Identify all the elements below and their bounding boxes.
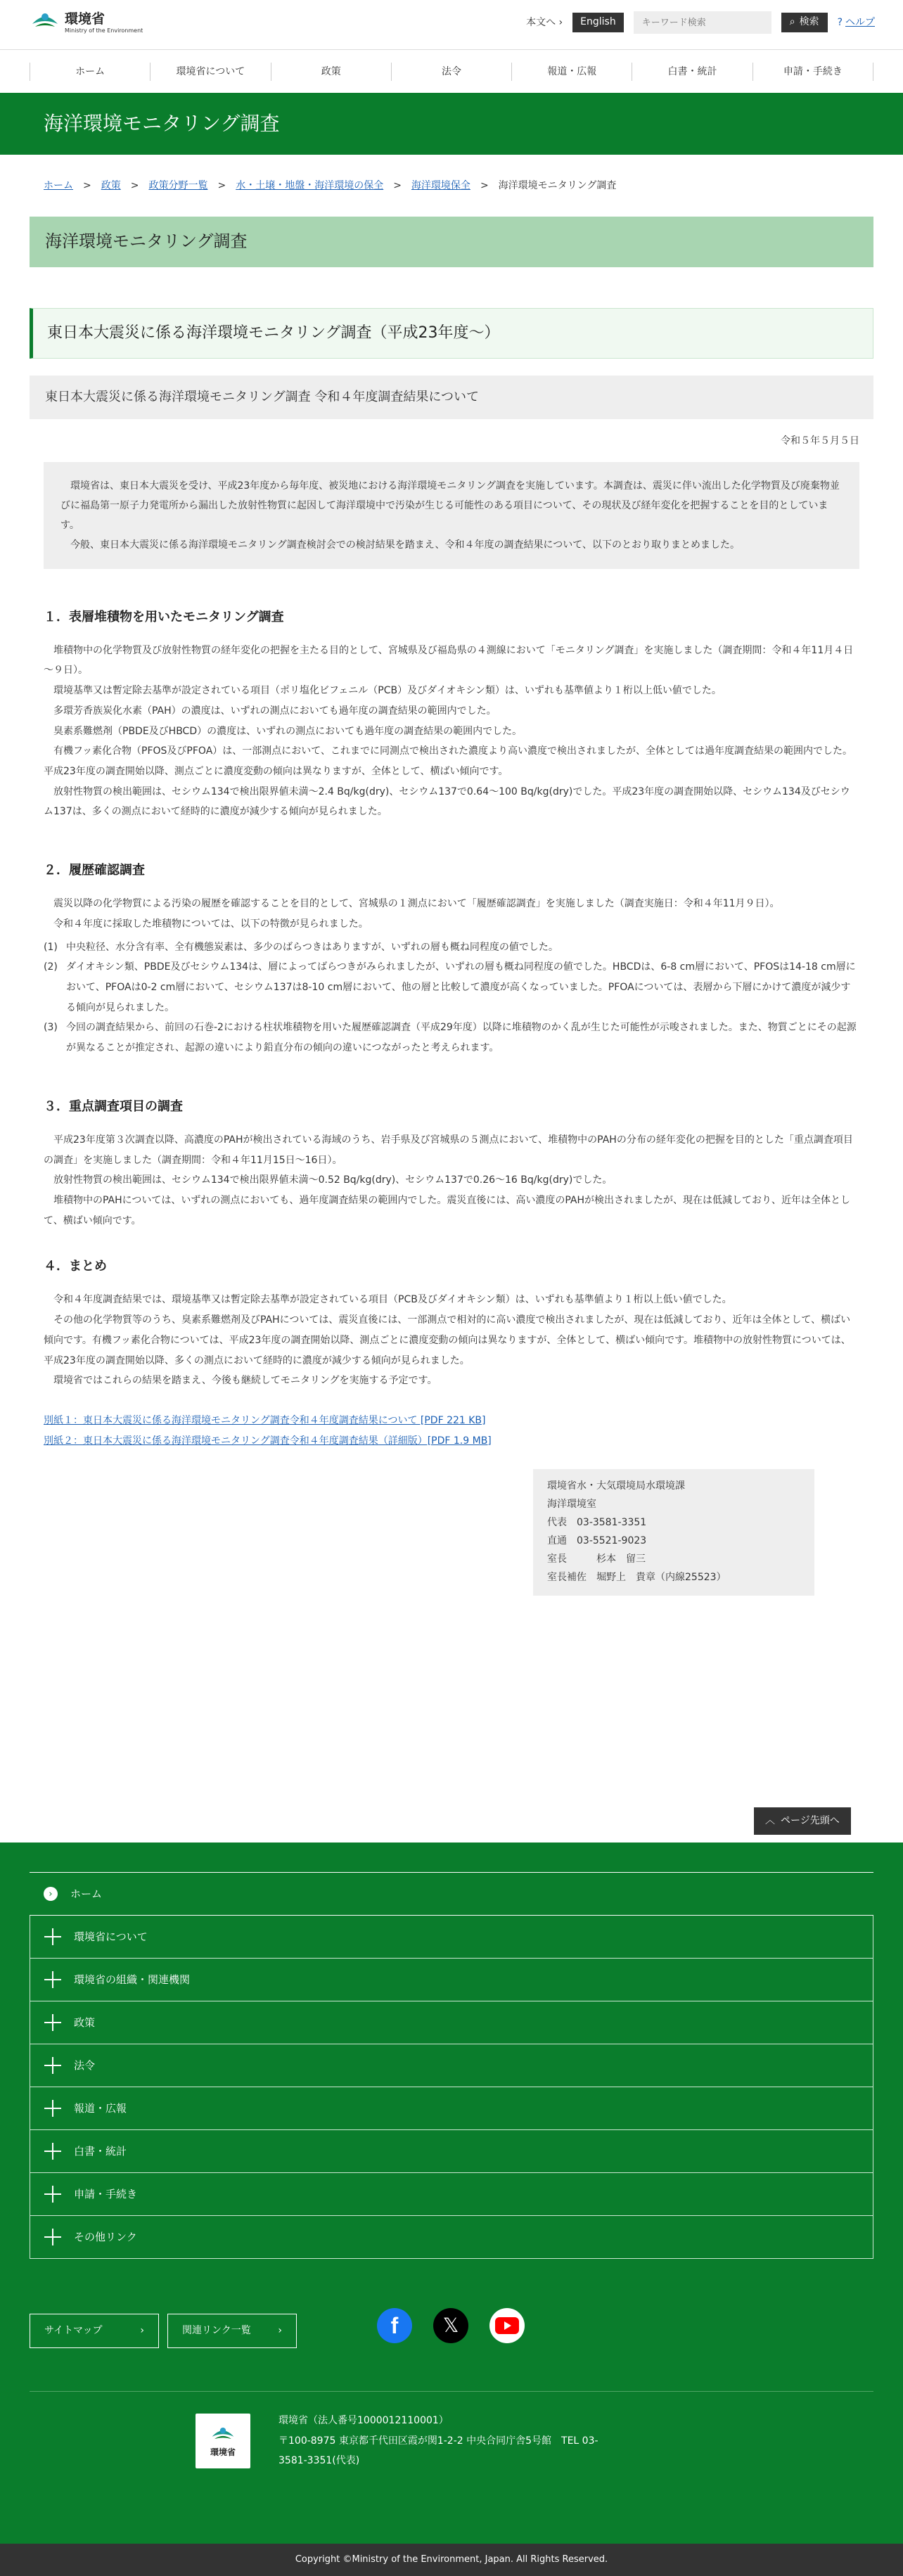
list-item: (3) 今回の調査結果から、前回の石巻-2における柱状堆積物を用いた履歴確認調査（平成29年度）以降に堆積物のかく乱が生じた可能性が示唆されました。また、物質ごとにその起源が異なることが推定され、起源の違いにより鉛直分布の傾向の違いにつながったと考えられます。 xyxy=(44,1022,857,1053)
breadcrumb-water-soil[interactable]: 水・土壌・地盤・海洋環境の保全 xyxy=(236,179,384,191)
plus-icon xyxy=(44,2014,61,2031)
gnav-whitepaper[interactable]: 白書・統計 xyxy=(632,63,752,81)
utility-bar xyxy=(526,11,875,34)
gnav-about[interactable]: 環境省について xyxy=(150,63,270,81)
gnav-policy[interactable]: 政策 xyxy=(271,63,391,81)
footer-org: 環境省（法人番号1000012110001） xyxy=(278,2415,449,2426)
youtube-icon[interactable] xyxy=(489,2308,525,2343)
skip-to-content-link[interactable]: 本文へ › xyxy=(526,16,563,28)
findings-list xyxy=(44,937,859,1058)
logo-text-en: Ministry of the Environment xyxy=(65,27,143,34)
contact-phone-direct: 直通 03-5521-9023 xyxy=(547,1534,647,1546)
site-logo[interactable] xyxy=(30,8,143,37)
publish-date: 令和５年５月５日 xyxy=(781,435,859,447)
sitemap-button[interactable]: サイトマップ › xyxy=(30,2314,159,2348)
section-4 xyxy=(44,1255,859,1391)
section-heading: 東日本大震災に係る海洋環境モニタリング調査（平成23年度～） xyxy=(30,308,873,359)
page-title-bar: 海洋環境モニタリング調査 xyxy=(0,93,903,155)
plus-icon xyxy=(44,2229,61,2245)
paragraph: 臭素系難燃剤（PBDE及びHBCD）の濃度は、いずれの測点においても過年度の調査結果の範囲内でした。 xyxy=(53,725,523,737)
plus-icon xyxy=(44,2143,61,2160)
paragraph: 堆積物中の化学物質及び放射性物質の経年変化の把握を主たる目的として、宮城県及び福島県の４測線において「モニタリング調査」を実施しました（調査期間：令和４年11月４日～９日）。 xyxy=(44,644,854,677)
footer-nav-item[interactable]: 環境省の組織・関連機関 xyxy=(30,1959,873,2001)
x-icon[interactable]: 𝕏 xyxy=(433,2308,468,2343)
chevron-right-icon: › xyxy=(44,1887,58,1901)
breadcrumb-home[interactable]: ホーム xyxy=(44,179,73,191)
paragraph: 平成23年度第３次調査以降、高濃度のPAHが検出されている海域のうち、岩手県及び宮城県の５測点において、堆積物中のPAHの分布の経年変化の把握を目的とした「重点調査項目の調査」を実施しました（調査期間：令和４年11月15日～16日）。 xyxy=(44,1134,853,1166)
chevron-up-icon: ︿ xyxy=(765,1815,775,1826)
contact-phone-main: 代表 03-3581-3351 xyxy=(547,1517,647,1529)
social-links xyxy=(377,2308,525,2343)
footer-nav-item[interactable]: 政策 xyxy=(30,2001,873,2044)
copyright: Copyright ©Ministry of the Environment, Japan. All Rights Reserved. xyxy=(0,2544,903,2576)
footer-address-line: 〒100-8975 東京都千代田区霞が関1-2-2 中央合同庁舎5号館 TEL 03-3581-3351(代表) xyxy=(278,2435,598,2467)
plus-icon xyxy=(44,1971,61,1988)
list-item: (1) 中央粒径、水分含有率、全有機態炭素は、多少のばらつきはありますが、いずれの層も概ね同程度の値でした。 xyxy=(44,941,558,953)
footer-nav-item[interactable]: その他リンク xyxy=(30,2216,873,2259)
paragraph: 多環芳香族炭化水素（PAH）の濃度は、いずれの測点においても過年度の調査結果の範囲内でした。 xyxy=(53,705,497,717)
moe-logo-icon xyxy=(209,2423,237,2447)
english-button[interactable]: English xyxy=(572,13,624,32)
attachment-link-1[interactable]: 別紙１：東日本大震災に係る海洋環境モニタリング調査令和４年度調査結果について [PDF 221 KB] xyxy=(44,1414,486,1426)
subsection-heading: 東日本大震災に係る海洋環境モニタリング調査 令和４年度調査結果について xyxy=(30,376,873,419)
paragraph: 有機フッ素化合物（PFOS及びPFOA）は、一部測点において、これまでに同測点で検出された濃度より高い濃度で検出されましたが、全体としては過年度調査結果の範囲内でした。平成23年度の調査開始以降、測点ごとに濃度変動の傾向は異なりますが、全体として、横ばい傾向です。 xyxy=(44,745,852,777)
contact-chief: 室長 杉本 留三 xyxy=(547,1553,646,1565)
global-nav xyxy=(0,49,903,93)
chevron-right-icon: › xyxy=(140,2325,144,2336)
lead-paragraph: 環境省は、東日本大震災を受け、平成23年度から毎年度、被災地における海洋環境モニタリング調査を実施しています。本調査は、震災に伴い流出した化学物質及び廃棄物並びに福島第一原子力発電所から漏出した放射性物質に起因して海洋環境中で汚染が生じる可能性のある項目について、その現状及び経年変化を把握することを目的としています。 xyxy=(60,480,840,531)
footer-nav-item[interactable]: 環境省について xyxy=(30,1916,873,1959)
footer-nav-item[interactable]: 申請・手続き xyxy=(30,2173,873,2216)
paragraph: 放射性物質の検出範囲は、セシウム134で検出限界値未満～2.4 Bq/kg(dry)、セシウム137で0.64～100 Bq/kg(dry)でした。平成23年度の調査開始以降、セシウム134及びセシウム137は、多くの測点において経時的に濃度が減少する傾向が見られました。 xyxy=(44,786,850,818)
search-input[interactable] xyxy=(634,11,771,34)
search-icon: ⌕ xyxy=(789,16,795,28)
paragraph: 堆積物中のPAHについては、いずれの測点においても、過年度調査結果の範囲内でした。震災直後には、高い濃度のPAHが検出されましたが、現在は低減しており、近年は全体として、横ばい傾向です。 xyxy=(44,1194,851,1226)
breadcrumb-policy[interactable]: 政策 xyxy=(101,179,121,191)
paragraph: 放射性物質の検出範囲は、セシウム134で検出限界値未満～0.52 Bq/kg(dry)、セシウム137で0.26～16 Bq/kg(dry)でした。 xyxy=(53,1174,613,1186)
section-2-title: ２．履歴確認調査 xyxy=(44,862,145,878)
footer-nav xyxy=(30,1872,873,2259)
footer-logo-text: 環境省 xyxy=(210,2447,236,2458)
contact-office: 海洋環境室 xyxy=(547,1499,596,1511)
section-3 xyxy=(44,1095,859,1231)
lead-paragraph: 今般、東日本大震災に係る海洋環境モニタリング調査検討会での検討結果を踏まえ、令和４年度の調査結果について、以下のとおり取りまとめました。 xyxy=(70,539,740,551)
section-4-title: ４．まとめ xyxy=(44,1259,107,1274)
logo-text-ja: 環境省 xyxy=(65,11,105,27)
gnav-application[interactable]: 申請・手続き xyxy=(752,63,873,81)
gnav-law[interactable]: 法令 xyxy=(391,63,511,81)
footer-divider xyxy=(30,2391,873,2392)
section-2 xyxy=(44,859,859,1058)
section-3-title: ３．重点調査項目の調査 xyxy=(44,1098,183,1114)
gnav-press[interactable]: 報道・広報 xyxy=(511,63,632,81)
chevron-right-icon: › xyxy=(558,16,563,28)
header xyxy=(0,0,903,49)
section-1 xyxy=(44,605,859,822)
plus-icon xyxy=(44,2057,61,2074)
help-link[interactable]: ? ヘルプ xyxy=(838,13,875,32)
page-top-button[interactable]: ︿ ページ先頭へ xyxy=(754,1807,851,1835)
breadcrumb-current: 海洋環境モニタリング調査 xyxy=(498,179,617,191)
related-links-button[interactable]: 関連リンク一覧 › xyxy=(167,2314,297,2348)
attachment-links xyxy=(44,1411,859,1451)
attachment-link-2[interactable]: 別紙２：東日本大震災に係る海洋環境モニタリング調査令和４年度調査結果（詳細版）[PDF 1.9 MB] xyxy=(44,1435,492,1447)
page-heading: 海洋環境モニタリング調査 xyxy=(30,217,873,267)
footer-buttons xyxy=(30,2314,297,2348)
plus-icon xyxy=(44,2186,61,2203)
contact-deputy: 室長補佐 堀野上 貴章（内線25523） xyxy=(547,1571,726,1583)
paragraph: 震災以降の化学物質による汚染の履歴を確認することを目的として、宮城県の１測点において「履歴確認調査」を実施しました（調査実施日：令和４年11月９日）。 xyxy=(53,898,780,910)
list-item: (2) ダイオキシン類、PBDE及びセシウム134は、層によってばらつきがみられましたが、いずれの層も概ね同程度の値でした。HBCDは、6-8 cm層において、PFOSは14-18 cm層において、PFOAは0-2 cm層において、セシウム137は8-10 cm層において、他の層と比較して濃度が高くなっていました。PFOAについては、表層から下層にかけて濃度が減少する傾向が見られました。 xyxy=(44,961,856,1013)
help-icon: ? xyxy=(837,16,843,28)
paragraph: 環境省ではこれらの結果を踏まえ、今後も継続してモニタリングを実施する予定です。 xyxy=(53,1375,437,1387)
contact-box xyxy=(533,1469,814,1595)
plus-icon xyxy=(44,1928,61,1945)
gnav-home[interactable]: ホーム xyxy=(30,63,150,81)
footer-nav-item[interactable]: 法令 xyxy=(30,2044,873,2087)
footer-nav-home[interactable]: › ホーム xyxy=(30,1873,873,1916)
section-1-title: １．表層堆積物を用いたモニタリング調査 xyxy=(44,609,284,624)
footer-nav-item[interactable]: 報道・広報 xyxy=(30,2087,873,2130)
paragraph: 令和４年度に採取した堆積物については、以下の特徴が見られました。 xyxy=(53,918,369,930)
contact-dept: 環境省水・大気環境局水環境課 xyxy=(547,1480,685,1492)
breadcrumb-marine[interactable]: 海洋環境保全 xyxy=(411,179,470,191)
plus-icon xyxy=(44,2100,61,2117)
paragraph: その他の化学物質等のうち、臭素系難燃剤及びPAHについては、震災直後には、一部測点で相対的に高い濃度で検出されましたが、現在は低減しており、近年は全体として、横ばい傾向です。有機フッ素化合物については、平成23年度の調査開始以降、測点ごとに濃度変動の傾向は異なりますが、全体として、横ばい傾向です。堆積物中の放射性物質については、平成23年度の調査開始以降、多くの測点において経時的に濃度が減少する傾向が見られました。 xyxy=(44,1314,851,1366)
paragraph: 環境基準又は暫定除去基準が設定されている項目（ポリ塩化ビフェニル（PCB）及びダイオキシン類）は、いずれも基準値より１桁以上低い値でした。 xyxy=(53,685,722,697)
breadcrumb: ホーム > 政策 > 政策分野一覧 > 水・土壌・地盤・海洋環境の保全 > 海洋環境保全 > 海洋環境モニタリング調査 xyxy=(0,155,903,217)
breadcrumb-policy-list[interactable]: 政策分野一覧 xyxy=(148,179,208,191)
lead-box xyxy=(44,462,859,569)
footer-address xyxy=(278,2411,602,2471)
footer-logo xyxy=(196,2414,250,2468)
facebook-icon[interactable]: f xyxy=(377,2308,412,2343)
chevron-right-icon: › xyxy=(278,2325,282,2336)
moe-logo-icon xyxy=(30,8,60,37)
paragraph: 令和４年度調査結果では、環境基準又は暫定除去基準が設定されている項目（PCB及びダイオキシン類）は、いずれも基準値より１桁以上低い値でした。 xyxy=(53,1294,732,1306)
search-button[interactable]: ⌕ 検索 xyxy=(781,13,828,32)
footer-nav-item[interactable]: 白書・統計 xyxy=(30,2130,873,2173)
footer xyxy=(0,1843,903,2576)
